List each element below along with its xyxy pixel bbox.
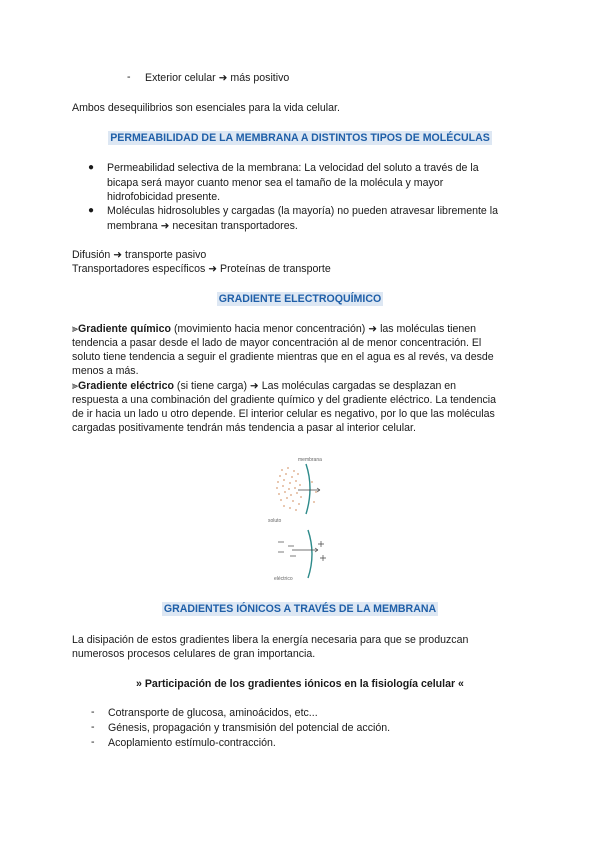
dash-marker: - bbox=[91, 736, 95, 748]
section-heading bbox=[0, 131, 600, 145]
paragraph-line: La disipación de estos gradientes libera la energía necesaria para que se produzcan bbox=[72, 634, 469, 646]
heading-text: GRADIENTE ELECTROQUÍMICO bbox=[218, 293, 382, 305]
paragraph-first-line bbox=[72, 379, 456, 393]
solute-dots bbox=[276, 467, 317, 511]
membrane-line-bottom bbox=[308, 530, 312, 578]
figure-label-left: soluto bbox=[268, 518, 282, 524]
figure-label-top: membrana bbox=[298, 457, 322, 463]
arrow-marker-icon: ⫸ bbox=[72, 323, 78, 335]
dash-marker: - bbox=[91, 706, 95, 718]
paragraph-line: numerosos procesos celulares de gran importancia. bbox=[72, 648, 316, 660]
line-text: (movimiento hacia menor concentración) ➜ las moléculas tienen bbox=[171, 323, 477, 335]
bullet-line: membrana ➜ necesitan transportadores. bbox=[107, 220, 298, 232]
paragraph-line: soluto tiene tendencia a seguir el gradiente mientras que en el agua es al revés, va desde bbox=[72, 351, 494, 363]
arrow-marker-icon: ⫸ bbox=[72, 380, 78, 392]
bullet-icon: ● bbox=[88, 205, 95, 216]
list-item: Cotransporte de glucosa, aminoácidos, etc... bbox=[108, 707, 318, 719]
paragraph: Ambos desequilibrios son esenciales para la vida celular. bbox=[72, 102, 340, 114]
membrane-line-top bbox=[306, 464, 310, 514]
electrochemical-gradient-figure bbox=[262, 452, 338, 584]
heading-text: PERMEABILIDAD DE LA MEMBRANA A DISTINTOS TIPOS DE MOLÉCULAS bbox=[110, 132, 490, 144]
heading-text: GRADIENTES IÓNICOS A TRAVÉS DE LA MEMBRANA bbox=[163, 603, 437, 615]
paragraph: Difusión ➜ transporte pasivo bbox=[72, 249, 207, 261]
bullet-line: Moléculas hidrosolubles y cargadas (la mayoría) no pueden atravesar libremente la bbox=[107, 205, 498, 217]
bullet-line: bicapa será mayor cuanto menor sea el tamaño de la molécula y mayor bbox=[107, 177, 444, 189]
dash-marker: - bbox=[91, 721, 95, 733]
figure-label-bottom: eléctrico bbox=[274, 576, 293, 582]
paragraph-first-line bbox=[72, 322, 476, 336]
list-item: Exterior celular ➜ más positivo bbox=[145, 72, 290, 84]
section-heading bbox=[0, 292, 600, 306]
term-bold: Gradiente eléctrico bbox=[77, 380, 174, 392]
paragraph-line: cargadas positivamente tendrán más tendencia a pasar al interior celular. bbox=[72, 422, 416, 434]
charge-marks bbox=[278, 541, 326, 561]
section-heading bbox=[0, 602, 600, 616]
paragraph-line: de ir hacia un lado u otro depende. El interior celular es negativo, por lo que las moléculas bbox=[72, 408, 495, 420]
paragraph-line: menos a más. bbox=[72, 365, 139, 377]
paragraph: Transportadores específicos ➜ Proteínas de transporte bbox=[72, 263, 331, 275]
paragraph-line: respuesta a una combinación del gradiente químico y del gradiente eléctrico. La tendencia bbox=[72, 394, 497, 406]
list-item: Génesis, propagación y transmisión del potencial de acción. bbox=[108, 722, 391, 734]
list-item: Acoplamiento estímulo-contracción. bbox=[108, 737, 276, 749]
bullet-line: Permeabilidad selectiva de la membrana: La velocidad del soluto a través de la bbox=[107, 162, 479, 174]
paragraph-line: tendencia a pasar desde el lado de mayor concentración al de menor concentración. El bbox=[72, 337, 482, 349]
term-bold: Gradiente químico bbox=[77, 323, 171, 335]
line-text: (si tiene carga) ➜ Las moléculas cargadas se desplazan en bbox=[173, 380, 457, 392]
dash-marker: - bbox=[127, 71, 131, 83]
subtitle: » Participación de los gradientes iónicos en la fisiología celular « bbox=[136, 678, 464, 690]
bullet-line: hidrofobicidad presente. bbox=[107, 191, 221, 203]
bullet-icon: ● bbox=[88, 162, 95, 173]
